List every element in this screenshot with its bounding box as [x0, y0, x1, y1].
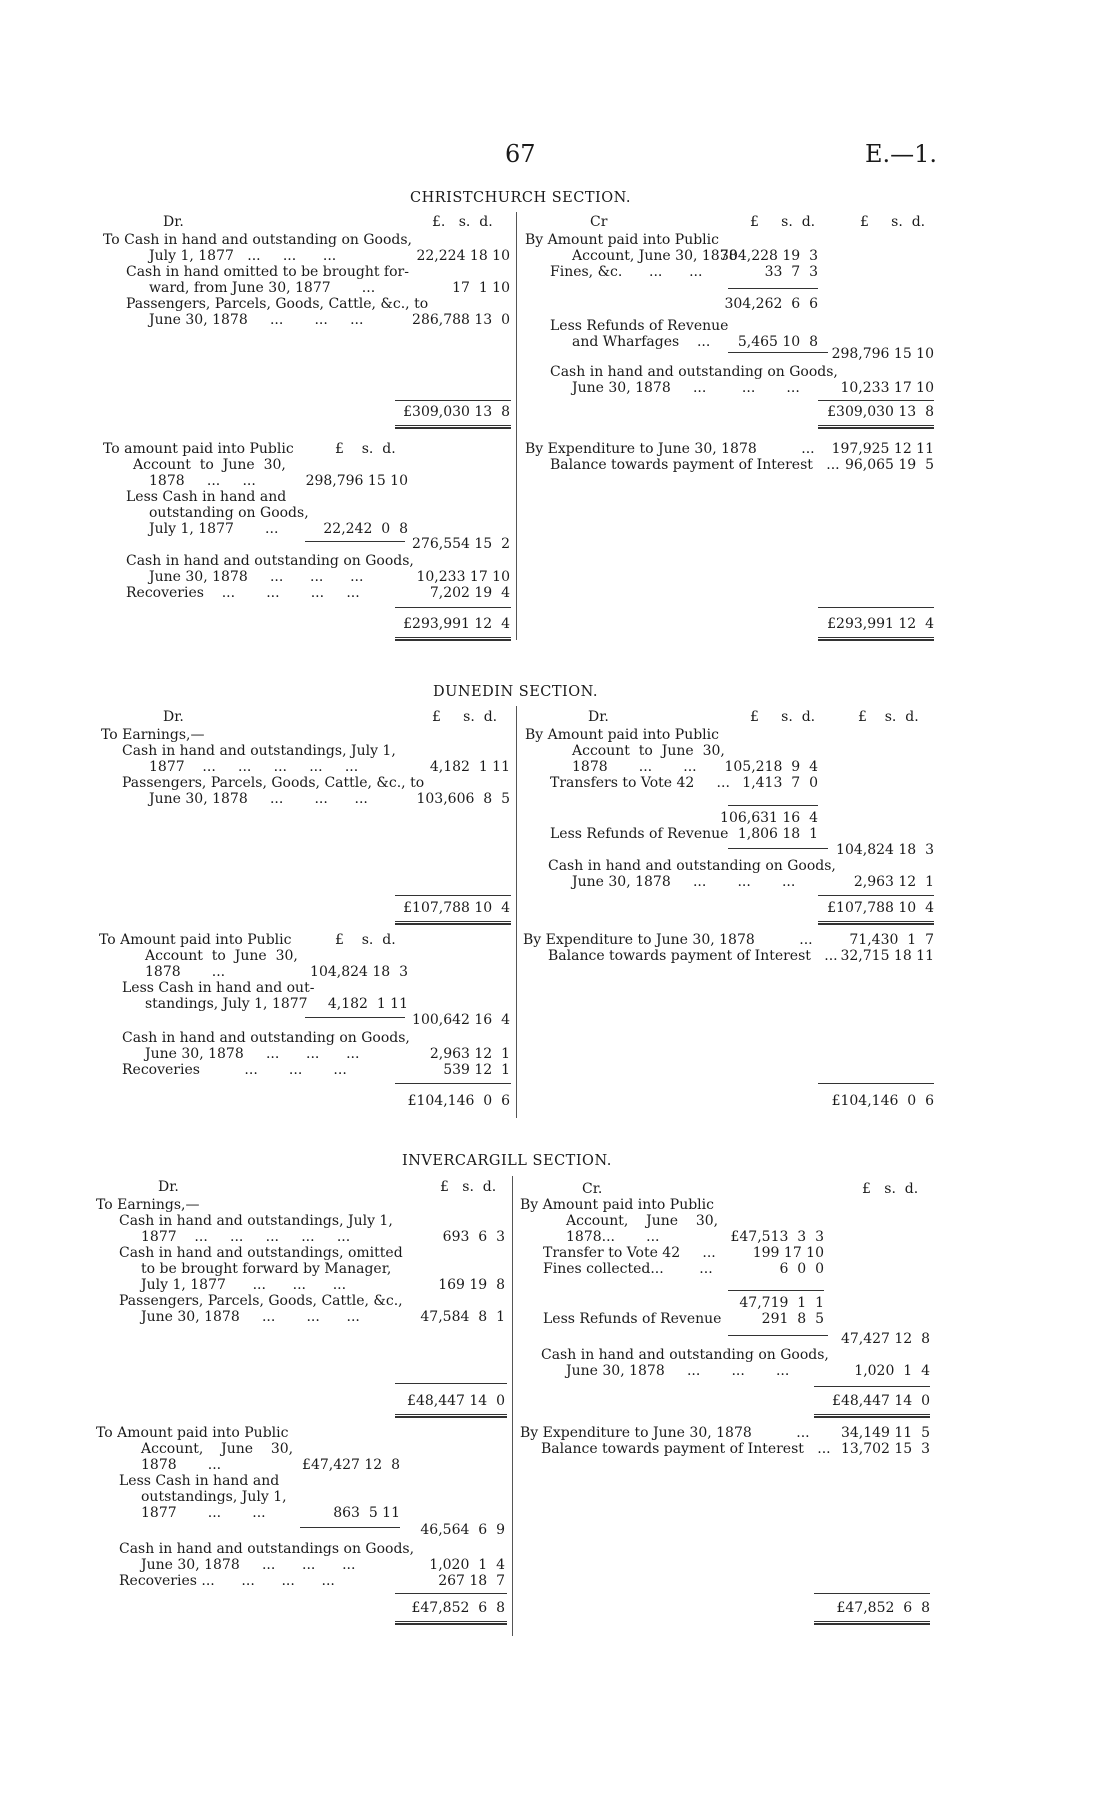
ledger-entry: By Expenditure to June 30, 1878 ...: [520, 1425, 810, 1441]
ledger-entry: Passengers, Parcels, Goods, Cattle, &c., to: [126, 296, 429, 312]
ledger-entry: June 30, 1878 ... ... ...: [141, 1309, 360, 1325]
double-rule: [395, 921, 511, 925]
ledger-amount: 13,702 15 3: [840, 1441, 930, 1457]
pound-heading: £ s. d.: [860, 214, 926, 230]
dr-heading: Dr.: [163, 709, 184, 725]
ledger-amount: £47,427 12 8: [302, 1457, 400, 1473]
ledger-amount: 17 1 10: [452, 280, 510, 296]
pound-heading: £ s. d.: [335, 441, 396, 457]
cr-heading: Cr: [590, 214, 608, 230]
rule: [814, 1386, 930, 1387]
ledger-total: £293,991 12 4: [827, 616, 934, 632]
ledger-total: £48,447 14 0: [407, 1393, 505, 1409]
ledger-total: £293,991 12 4: [403, 616, 510, 632]
rule: [728, 1290, 824, 1291]
ledger-entry: Account to June 30,: [133, 457, 286, 473]
ledger-amount: 539 12 1: [443, 1062, 510, 1078]
ledger-amount: 47,584 8 1: [420, 1309, 505, 1325]
ledger-amount: 103,606 8 5: [416, 791, 510, 807]
ledger-entry: Cash in hand and outstanding on Goods,: [550, 364, 838, 380]
ledger-entry: July 1, 1877 ... ... ...: [141, 1277, 347, 1293]
ledger-entry: 1878 ...: [141, 1457, 222, 1473]
cr-heading: Cr.: [582, 1181, 603, 1197]
ledger-entry: Cash in hand and outstanding on Goods,: [548, 858, 836, 874]
ledger-amount: 276,554 15 2: [412, 536, 510, 552]
ledger-entry: 1877 ... ...: [141, 1505, 266, 1521]
ledger-entry: June 30, 1878 ... ... ...: [566, 1363, 790, 1379]
ledger-amount: 100,642 16 4: [412, 1012, 510, 1028]
ledger-entry: To amount paid into Public: [103, 441, 294, 457]
cr-heading: Dr.: [588, 709, 609, 725]
pound-heading: £ s. d.: [440, 1179, 497, 1195]
ledger-entry: Balance towards payment of Interest ...: [550, 457, 840, 473]
ledger-entry: July 1, 1877 ...: [149, 521, 279, 537]
rule: [818, 1083, 934, 1084]
ledger-entry: ward, from June 30, 1877 ...: [149, 280, 376, 296]
ledger-amount: 10,233 17 10: [416, 569, 510, 585]
ledger-entry: Account to June 30,: [572, 743, 725, 759]
ledger-amount: 199 17 10: [752, 1245, 824, 1261]
rule: [814, 1593, 930, 1594]
ledger-entry: By Expenditure to June 30, 1878 ...: [523, 932, 813, 948]
ledger-entry: Cash in hand and outstandings, omitted: [119, 1245, 403, 1261]
ledger-entry: Cash in hand and outstandings on Goods,: [119, 1541, 415, 1557]
double-rule: [395, 425, 511, 429]
ledger-amount: 46,564 6 9: [420, 1522, 505, 1538]
ledger-entry: outstandings, July 1,: [141, 1489, 287, 1505]
ledger-entry: Cash in hand and outstanding on Goods,: [122, 1030, 410, 1046]
ledger-entry: to be brought forward by Manager,: [141, 1261, 392, 1277]
ledger-entry: Cash in hand and outstanding on Goods,: [126, 553, 414, 569]
ledger-entry: Balance towards payment of Interest ...: [541, 1441, 831, 1457]
ledger-amount: 96,065 19 5: [844, 457, 934, 473]
ledger-amount: 34,149 11 5: [840, 1425, 930, 1441]
rule: [818, 895, 934, 896]
ledger-total: £104,146 0 6: [407, 1093, 510, 1109]
ledger-entry: and Wharfages ...: [572, 334, 711, 350]
double-rule: [395, 1621, 507, 1625]
section-title: INVERCARGILL SECTION.: [402, 1153, 612, 1169]
rule: [395, 607, 511, 608]
ledger-entry: 1877 ... ... ... ... ...: [141, 1229, 351, 1245]
ledger-entry: Account, June 30, 1878: [572, 248, 738, 264]
ledger-total: £104,146 0 6: [831, 1093, 934, 1109]
pound-heading: £ s. d.: [335, 932, 396, 948]
ledger-entry: June 30, 1878 ... ... ...: [149, 312, 364, 328]
ledger-entry: Transfer to Vote 42 ...: [543, 1245, 716, 1261]
ledger-entry: Cash in hand and outstanding on Goods,: [541, 1347, 829, 1363]
ledger-total: £107,788 10 4: [827, 900, 934, 916]
ledger-amount: 4,182 1 11: [429, 759, 510, 775]
section-title: CHRISTCHURCH SECTION.: [410, 190, 631, 206]
ledger-total: £309,030 13 8: [827, 404, 934, 420]
rule: [395, 400, 511, 401]
ledger-entry: To Earnings,—: [101, 727, 205, 743]
double-rule: [814, 1414, 930, 1418]
ledger-total: £309,030 13 8: [403, 404, 510, 420]
ledger-subtotal: 106,631 16 4: [720, 810, 818, 826]
ledger-entry: To Amount paid into Public: [99, 932, 292, 948]
ledger-amount: 22,242 0 8: [323, 521, 408, 537]
ledger-entry: June 30, 1878 ... ... ...: [141, 1557, 356, 1573]
ledger-entry: June 30, 1878 ... ... ...: [145, 1046, 360, 1062]
ledger-amount: 197,925 12 11: [831, 441, 934, 457]
double-rule: [818, 637, 934, 641]
ledger-amount: 4,182 1 11: [327, 996, 408, 1012]
ledger-entry: Fines, &c. ... ...: [550, 264, 703, 280]
ledger-entry: Cash in hand and outstandings, July 1,: [119, 1213, 393, 1229]
ledger-amount: 267 18 7: [438, 1573, 505, 1589]
ledger-entry: By Amount paid into Public: [525, 232, 719, 248]
ledger-amount: 2,963 12 1: [853, 874, 934, 890]
rule: [728, 288, 818, 289]
ledger-amount: 291 8 5: [761, 1311, 824, 1327]
ledger-amount: 693 6 3: [442, 1229, 505, 1245]
ledger-amount: £47,513 3 3: [730, 1229, 824, 1245]
ledger-entry: Less Refunds of Revenue: [550, 826, 729, 842]
ledger-amount: 169 19 8: [438, 1277, 505, 1293]
ledger-amount: 105,218 9 4: [724, 759, 818, 775]
ledger-entry: Recoveries ... ... ... ...: [126, 585, 360, 601]
column-divider: [512, 1176, 513, 1636]
ledger-entry: Less Cash in hand and out-: [122, 980, 315, 996]
ledger-entry: To Cash in hand and outstanding on Goods,: [103, 232, 412, 248]
rule: [395, 1383, 507, 1384]
ledger-entry: Recoveries ... ... ...: [122, 1062, 347, 1078]
ledger-entry: By Amount paid into Public: [525, 727, 719, 743]
ledger-amount: 1,413 7 0: [742, 775, 818, 791]
ledger-total: £47,852 6 8: [411, 1600, 505, 1616]
ledger-amount: 6 0 0: [779, 1261, 824, 1277]
ledger-entry: Less Cash in hand and: [126, 489, 287, 505]
ledger-entry: 1878... ...: [566, 1229, 660, 1245]
ledger-amount: 298,796 15 10: [305, 473, 408, 489]
ledger-entry: Less Refunds of Revenue: [543, 1311, 722, 1327]
double-rule: [818, 921, 934, 925]
ledger-amount: 1,806 18 1: [737, 826, 818, 842]
ledger-entry: standings, July 1, 1877: [145, 996, 308, 1012]
ledger-amount: 104,824 18 3: [310, 964, 408, 980]
ledger-entry: Balance towards payment of Interest ...: [548, 948, 838, 964]
ledger-amount: 32,715 18 11: [840, 948, 934, 964]
dr-heading: Dr.: [158, 1179, 179, 1195]
pound-heading: £ s. d.: [862, 1181, 919, 1197]
ledger-entry: July 1, 1877 ... ... ...: [149, 248, 337, 264]
ledger-entry: By Amount paid into Public: [520, 1197, 714, 1213]
ledger-entry: Passengers, Parcels, Goods, Cattle, &c., to: [122, 775, 425, 791]
double-rule: [818, 425, 934, 429]
ledger-amount: 47,427 12 8: [840, 1331, 930, 1347]
ledger-entry: June 30, 1878 ... ... ...: [572, 380, 800, 396]
ledger-amount: 286,788 13 0: [412, 312, 510, 328]
ledger-amount: 7,202 19 4: [429, 585, 510, 601]
pound-heading: £ s. d.: [432, 709, 498, 725]
ledger-amount: 10,233 17 10: [840, 380, 934, 396]
ledger-entry: 1878 ...: [145, 964, 226, 980]
ledger-subtotal: 304,262 6 6: [724, 296, 818, 312]
ledger-amount: 2,963 12 1: [429, 1046, 510, 1062]
rule: [728, 805, 818, 806]
ledger-entry: Fines collected... ...: [543, 1261, 713, 1277]
pound-heading: £. s. d.: [432, 214, 493, 230]
ledger-entry: Recoveries ... ... ... ...: [119, 1573, 335, 1589]
ledger-amount: 104,824 18 3: [836, 842, 934, 858]
document-reference: E.—1.: [865, 140, 938, 168]
ledger-amount: 298,796 15 10: [831, 346, 934, 362]
ledger-amount: 33 7 3: [764, 264, 818, 280]
ledger-entry: Less Cash in hand and: [119, 1473, 280, 1489]
dr-heading: Dr.: [163, 214, 184, 230]
rule: [818, 400, 934, 401]
ledger-entry: Cash in hand and outstandings, July 1,: [122, 743, 396, 759]
pound-heading: £ s. d.: [750, 709, 816, 725]
ledger-entry: Passengers, Parcels, Goods, Cattle, &c.,: [119, 1293, 403, 1309]
ledger-entry: 1878 ... ...: [572, 759, 697, 775]
ledger-amount: 1,020 1 4: [429, 1557, 505, 1573]
ledger-entry: Account, June 30,: [141, 1441, 294, 1457]
ledger-entry: Less Refunds of Revenue: [550, 318, 729, 334]
pound-heading: £ s. d.: [750, 214, 816, 230]
pound-heading: £ s. d.: [858, 709, 919, 725]
ledger-entry: June 30, 1878 ... ... ...: [572, 874, 796, 890]
ledger-entry: 1877 ... ... ... ... ...: [149, 759, 359, 775]
column-divider: [516, 706, 517, 1118]
double-rule: [395, 637, 511, 641]
ledger-subtotal: 47,719 1 1: [739, 1295, 824, 1311]
ledger-entry: June 30, 1878 ... ... ...: [149, 569, 364, 585]
double-rule: [395, 1414, 507, 1418]
ledger-amount: 5,465 10 8: [737, 334, 818, 350]
ledger-entry: outstanding on Goods,: [149, 505, 309, 521]
rule: [395, 1083, 511, 1084]
ledger-entry: To Amount paid into Public: [96, 1425, 289, 1441]
ledger-entry: June 30, 1878 ... ... ...: [149, 791, 368, 807]
column-divider: [516, 212, 517, 640]
rule: [395, 895, 511, 896]
ledger-entry: Cash in hand omitted to be brought for-: [126, 264, 409, 280]
double-rule: [814, 1621, 930, 1625]
ledger-total: £48,447 14 0: [832, 1393, 930, 1409]
ledger-amount: 71,430 1 7: [849, 932, 934, 948]
ledger-entry: To Earnings,—: [96, 1197, 200, 1213]
ledger-entry: By Expenditure to June 30, 1878 ...: [525, 441, 815, 457]
ledger-entry: Account, June 30,: [566, 1213, 719, 1229]
ledger-entry: 1878 ... ...: [149, 473, 256, 489]
ledger-amount: 863 5 11: [333, 1505, 400, 1521]
rule: [395, 1593, 507, 1594]
rule: [818, 607, 934, 608]
ledger-amount: 1,020 1 4: [854, 1363, 930, 1379]
ledger-entry: Transfers to Vote 42 ...: [550, 775, 730, 791]
ledger-amount: 304,228 19 3: [720, 248, 818, 264]
ledger-total: £107,788 10 4: [403, 900, 510, 916]
section-title: DUNEDIN SECTION.: [433, 684, 599, 700]
page-number: 67: [505, 140, 536, 168]
ledger-amount: 22,224 18 10: [416, 248, 510, 264]
ledger-total: £47,852 6 8: [836, 1600, 930, 1616]
ledger-entry: Account to June 30,: [145, 948, 298, 964]
